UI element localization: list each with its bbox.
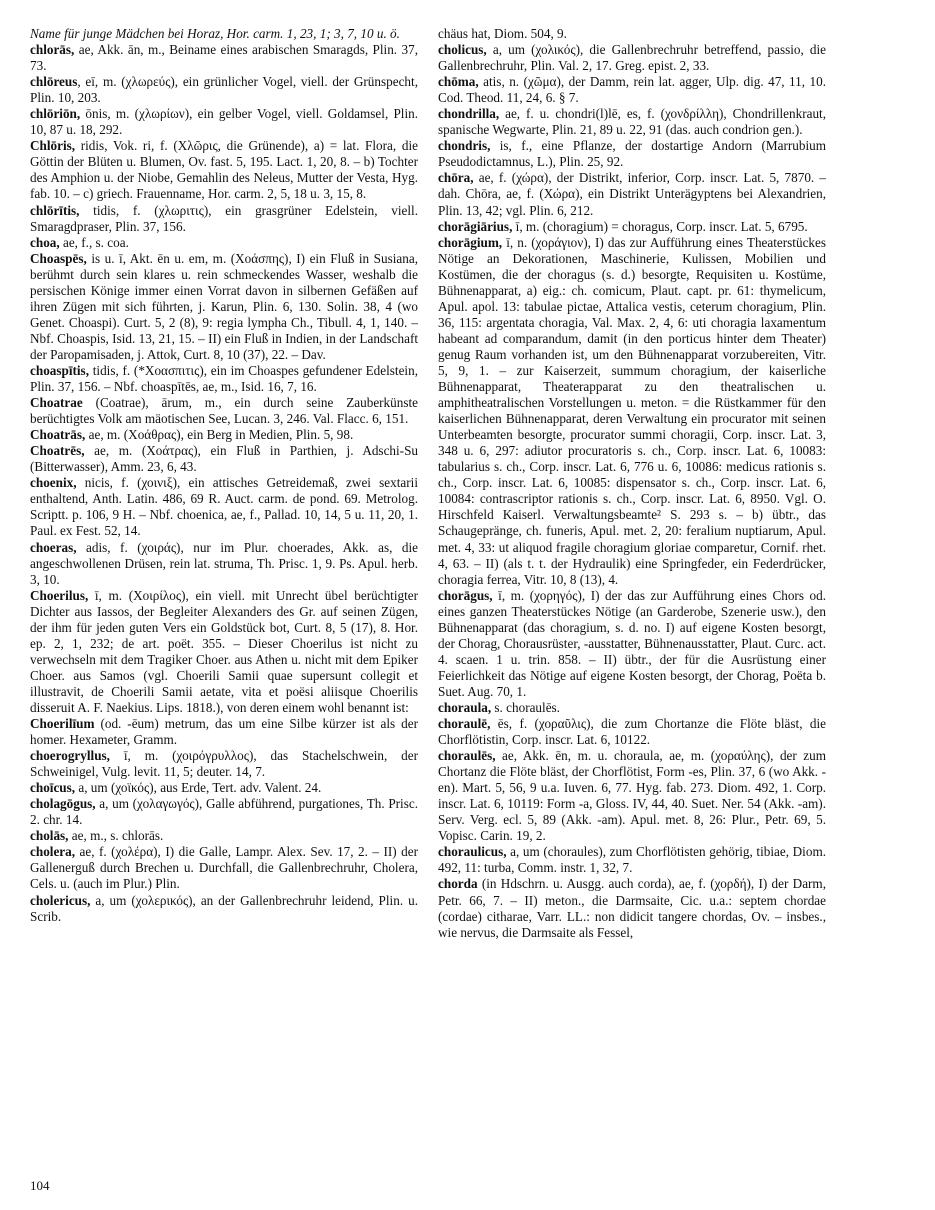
dictionary-entry-continuation: chäus hat, Diom. 504, 9. [438,26,567,41]
dictionary-entry [30,893,418,925]
headword: choīcus, [30,780,76,796]
entry-text: ae, f. (χολέρα), I) die Galle, Lampr. Alex. Sev. 17, 2. – II) der Gallenerguß durch Brechen u. Durchfall, die Gallenbrechruhr, Cholera, Cels. u. (auch im Plur.) Plin. [30,844,418,892]
dictionary-entry [438,106,826,138]
dictionary-entry [30,475,418,539]
entry-text: (od. -ēum) metrum, das um eine Silbe kürzer ist als der homer. Hexameter, Gramm. [30,716,418,748]
headword: Choerilīum [30,716,95,732]
entry-text: atis, n. (χῶμα), der Damm, rein lat. agger, Ulp. dig. 47, 11, 10. Cod. Theod. 11, 24, 6. § 7. [438,74,826,106]
headword: choa, [30,234,60,250]
right-column [438,26,826,941]
dictionary-entry [438,700,826,716]
dictionary-entry [438,138,826,170]
entry-text: s. choraulēs. [491,699,560,715]
headword: choenix, [30,475,77,491]
headword: chōra, [438,170,474,186]
dictionary-entry [30,42,418,74]
entry-text: ī, m. (Χοιρίλος), ein viell. mit Unrecht übel berüchtigter Dichter aus Iassos, der Begleiter Alexanders des Gr. auf seinen Zügen, der ihm für jeden guten Vers ein Goldstück bot, Curt. 8, 5 (17), 8. Hor. ep. 2, 1, 232; de art. poët. 355. – Dieser Choerilus ist nicht zu verwechseln mit dem Tragiker Choer. aus Athen u. nicht mit dem Epiker Choer. aus Samos (vgl. Choerili Samii quae supersunt collegit et illustravit, de Choerili Samii aetate, vita et poësi aliisque Choerilis disseruit A. F. Naekius. Lips. 1818.), von deren einem wohl benannt ist: [30,587,418,715]
entry-text: ae, Akk. ān, m., Beiname eines arabischen Smaragds, Plin. 37, 73. [30,42,418,74]
entry-text: ae, f., s. coa. [59,234,129,250]
headword: chlōreus [30,74,78,90]
headword: chorāgus, [438,587,493,603]
entry-text: (in Hdschrn. u. Ausgg. auch corda), ae, f. (χορδή), I) der Darm, Petr. 66, 7. – II) meton., die Darmsaite, Cic. u.a.: septem chordae (cordae) citharae, Varr. LL.: non didicit tangere chordas, Ov. – insbes., wie nervus, die Darmsaite als Fessel, [438,876,826,940]
dictionary-entry [30,828,418,844]
headword: cholās, [30,828,69,844]
entry-text: ae, f. (χώρα), der Distrikt, inferior, Corp. inscr. Lat. 5, 7870. – dah. Chōra, ae, f. (Χώρα), ein Distrikt Unterägyptens bei Alexandrien, Plin. 13, 42; vgl. Plin. 6, 212. [438,170,826,218]
headword: choeras, [30,539,77,555]
dictionary-entry [438,844,826,876]
headword: cholera, [30,844,76,860]
entry-text: ae, m. (Χοάθρας), ein Berg in Medien, Plin. 5, 98. [85,427,354,443]
dictionary-entry [438,716,826,748]
entry-text: ī, m. (χοιρόγρυλλος), das Stachelschwein, der Schweinigel, Vulg. levit. 11, 5; deuter. 14, 7. [30,748,418,780]
headword: Chlōris, [30,138,76,154]
headword: choraulē, [438,716,491,732]
entry-text: ae, f. u. chondri(l)lē, es, f. (χονδρίλλη), Chondrillenkraut, spanische Wegwarte, Plin. 21, 89 u. 22, 91 (das. auch condrion gen.). [438,106,826,138]
headword: choerogryllus, [30,748,110,764]
entry-text: is, f., eine Pflanze, der dostartige Andorn (Marrubium Pseudodictamnus, L.), Plin. 25, 92. [438,138,826,170]
dictionary-entry [30,106,418,138]
entry-text: a, um (χολαγωγός), Galle abführend, purgationes, Th. Prisc. 2. chr. 14. [30,796,418,828]
entry-text: a, um (χολικός), die Gallenbrechruhr betreffend, passio, die Gallenbrechruhr, Plin. Val. 2, 17. Greg. epist. 2, 33. [438,42,826,74]
dictionary-entry [30,844,418,892]
dictionary-entry [30,780,418,796]
entry-text: ī, m. (choragium) = choragus, Corp. inscr. Lat. 5, 6795. [512,218,808,234]
headword: Choaspēs, [30,250,87,266]
headword: choaspītis, [30,362,89,378]
dictionary-entry [30,443,418,475]
headword: chōma, [438,74,479,90]
entry-text: tidis, f. (*Χοασπιτις), ein im Choaspes gefundener Edelstein, Plin. 37, 156. – Nbf. choaspītēs, ae, m., Isid. 16, 7, 16. [30,362,418,395]
dictionary-entry [438,170,826,218]
dictionary-entry [30,540,418,588]
dictionary-entry [438,42,826,74]
entry-text: ī, m. (χορηγός), I) der das zur Aufführung eines Chors od. eines ganzen Theaterstückes Nötige (an Garderobe, Szenerie usw.), den Bühnenapparat (das choragium, s. d. no. I) auf eigene Kosten besorgt, der Chorag, Chorausrüster, -ausstatter, Bühnenausstatter, Plaut. Curc. act. 4. scaen. 1 u. trin. 858. – II) übtr., der für die Ausrüstung einer Feierlichkeit das Nötige auf eigene Kosten besorgt, der Chorag, Poëta b. Suet. Aug. 70, 1. [438,587,826,699]
dictionary-entry [30,395,418,427]
headword: chlōriōn, [30,106,81,122]
headword: chlorās, [30,42,75,58]
dictionary-entry [30,588,418,716]
headword: Choatrae [30,395,83,411]
entry-text: ae, m., s. chlorās. [68,828,164,844]
dictionary-entry [30,748,418,780]
headword: chondris, [438,138,491,154]
dictionary-entry [30,363,418,395]
left-column [30,26,418,925]
headword: Choerilus, [30,587,89,603]
dictionary-entry [30,716,418,748]
headword: chorda [438,876,478,892]
dictionary-entry [30,796,418,828]
entry-text: nicis, f. (χοινιξ), ein attisches Getreidemaß, zwei sextarii enthaltend, Anth. Latin. 486, 69 R. Auct. carm. de pond. 69. Metrolog. Scriptt. p. 106, 9 H. – Nbf. choenica, ae, f., Pallad. 10, 14, 5 u. 11, 20, 1. Paul. ex Fest. 52, 14. [30,475,418,539]
entry-text: ēs, f. (χοραῦλις), die zum Chortanze die Flöte bläst, die Chorflötistin, Corp. inscr. Lat. 6, 10122. [438,716,826,748]
entry-text: a, um (choraules), zum Chorflötisten gehörig, tibiae, Diom. 492, 11: turba, Comm. instr. 1, 32, 7. [438,844,826,876]
dictionary-entry [30,251,418,363]
headword: chlōrītis, [30,202,80,218]
entry-text: tidis, f. (χλωριτις), ein grasgrüner Edelstein, viell. Smaragdpraser, Plin. 37, 156. [30,202,418,234]
dictionary-entry [438,235,826,588]
dictionary-entry [30,74,418,106]
dictionary-entry [438,74,826,106]
entry-text: , eī, m. (χλωρεύς), ein grünlicher Vogel, viell. der Grünspecht, Plin. 10, 203. [30,74,418,106]
entry-text: ōnis, m. (χλωρίων), ein gelber Vogel, viell. Goldamsel, Plin. 10, 87 u. 18, 292. [30,106,418,138]
dictionary-entry-continuation: Name für junge Mädchen bei Horaz, Hor. carm. 1, 23, 1; 3, 7, 10 u. ö. [30,26,400,41]
headword: Choatrās, [30,427,86,443]
entry-text: ae, m. (Χοάτρας), ein Fluß in Parthien, j. Adschi-Su (Bitterwasser), Amm. 23, 6, 43. [30,443,418,475]
headword: cholericus, [30,892,91,908]
headword: Choatrēs, [30,443,85,459]
headword: choraulēs, [438,748,496,764]
headword: chondrilla, [438,106,500,122]
headword: cholicus, [438,42,487,58]
dictionary-entry [438,219,826,235]
dictionary-entry [438,876,826,940]
headword: choraula, [438,699,492,715]
entry-text: ī, n. (χοράγιον), I) das zur Aufführung eines Theaterstückes Nötige an Dekorationen, Maschinerie, Kulissen, Mobilien und Kostümen, die der choragus (s. d.) besorgte, Requisiten u. Kostüme, Bühnenapparat, a) eig.: ch. comicum, Plaut. capt. pr. 61: thymelicum, Apul. apol. 13: tabulae pictae, Attalica vestis, ceterum choragium, Plin. 36, 115: argentata choragia, Val. Max. 2, 4, 6: uti choragia laxamentum habeant ad comparandum, damit (in den porticus hinter dem Theater) genug Raum vorhanden ist, um den Bühnenapparat vorzubereiten, Vitr. 5, 9, 1. – zur Kaiserzeit, summum choragium, der kaiserliche Bühnenapparat, Theaterapparat zu den theatralischen u. amphitheatralischen Vorstellungen u. meton. = die Rüstkammer für den kaiserlichen Bühnenapparat, deren Verwaltung ein procurator mit seinen Unterbeamten besorgte, procurator summi choragii, Corp. inscr. Lat. 3, 348 u. 6, 297: adiutor procuratoris s. ch., Corp. inscr. Lat. 6, 10083: tabularius s. ch., Corp. inscr. Lat. 6, 776 u. 6, 10086: medicus rationis s. ch., Corp. inscr. Lat. 6, 10085: dispensator s. ch., Corp. inscr. Lat. 6, 10084: contrascriptor rationis s. ch., Corp. inscr. Lat. 6, 8950. Vgl. O. Hirschfeld Kaiserl. Verwaltungsbeamte² S. 293 s. – b) übtr., das Schaugepränge, ch. funeris, Apul. met. 2, 20: feralium nuptiarum, Apul. met. 4, 33: ut aliquod fragile choragium gloriae comparetur, Cornif. rhet. 4, 63. – II) (als t. t. der Hydraulik) eine Springfeder, ein Federdrücker, choragia ferrea, Vitr. 10, 8 (13), 4. [438,234,826,587]
entry-text: ae, Akk. ēn, m. u. choraula, ae, m. (χοραύλης), der zum Chortanz die Flöte bläst, der Chorflötist, Form -es, Plin. 37, 6 (wo Akk. -en). Mart. 5, 56, 9 u.a. Iuven. 6, 77. Hyg. fab. 273. Diom. 492, 1. Corp. inscr. Lat. 6, 10119: Form -a, Gloss. IV, 44, 40. Suet. Ner. 54 (Akk. -am). Serv. Verg. ecl. 5, 89 (Akk. -am). Apul. met. 8, 26: Plur., Petr. 69, 5. Vopisc. Carin. 19, 2. [438,748,826,844]
dictionary-entry [30,235,418,251]
dictionary-entry [30,427,418,443]
headword: choraulicus, [438,844,507,860]
dictionary-entry [30,138,418,202]
headword: cholagōgus, [30,796,96,812]
headword: chorāgiārius, [438,218,513,234]
entry-text: (Coatrae), ārum, m., ein durch seine Zauberkünste berüchtigtes Volk am mäotischen See, Lucan. 3, 246. Val. Flacc. 6, 151. [30,395,418,427]
entry-text: is u. ī, Akt. ēn u. em, m. (Χοάσπης), I) ein Fluß in Susiana, berühmt durch sein klares u. rein schmeckendes Wasser, weshalb die persischen Könige immer einen Vorrat davon in silbernen Gefäßen auf ihren Zügen mit sich führten, j. Karun, Plin. 6, 130. Solin. 38, 4 (wo Genet. Choaspi). Curt. 5, 2 (8), 9: regia lympha Ch., Tibull. 4, 1, 140. – Nbf. Choaspis, Isid. 13, 21, 15. – II) ein Fluß in Indien, in der Landschaft der Paropamisaden, j. Attok, Curt. 8, 10 (37), 22. – Dav. [30,250,418,362]
entry-text: a, um (χολερικός), an der Gallenbrechruhr leidend, Plin. u. Scrib. [30,892,418,924]
dictionary-entry [438,748,826,844]
dictionary-entry [438,588,826,700]
dictionary-entry [30,203,418,235]
headword: chorāgium, [438,234,503,250]
entry-text: adis, f. (χοιράς), nur im Plur. choerades, Akk. as, die angeschwollenen Drüsen, rein lat. struma, Th. Prisc. 1, 9. Ps. Apul. herb. 3, 10. [30,539,418,587]
entry-text: a, um (χοϊκός), aus Erde, Tert. adv. Valent. 24. [75,780,322,796]
entry-text: ridis, Vok. ri, f. (Χλῶρις, die Grünende), a) = lat. Flora, die Göttin der Blüten u. Blumen, Ov. fast. 5, 195. Lact. 1, 20, 8. – b) Tochter des Amphion u. der Niobe, Gemahlin des Neleus, Mutter der Vesta, Hyg. fab. 10. – c) griech. Frauenname, Hor. carm. 2, 5, 18 u. 3, 15, 8. [30,138,418,202]
page-number: 104 [30,1178,50,1193]
